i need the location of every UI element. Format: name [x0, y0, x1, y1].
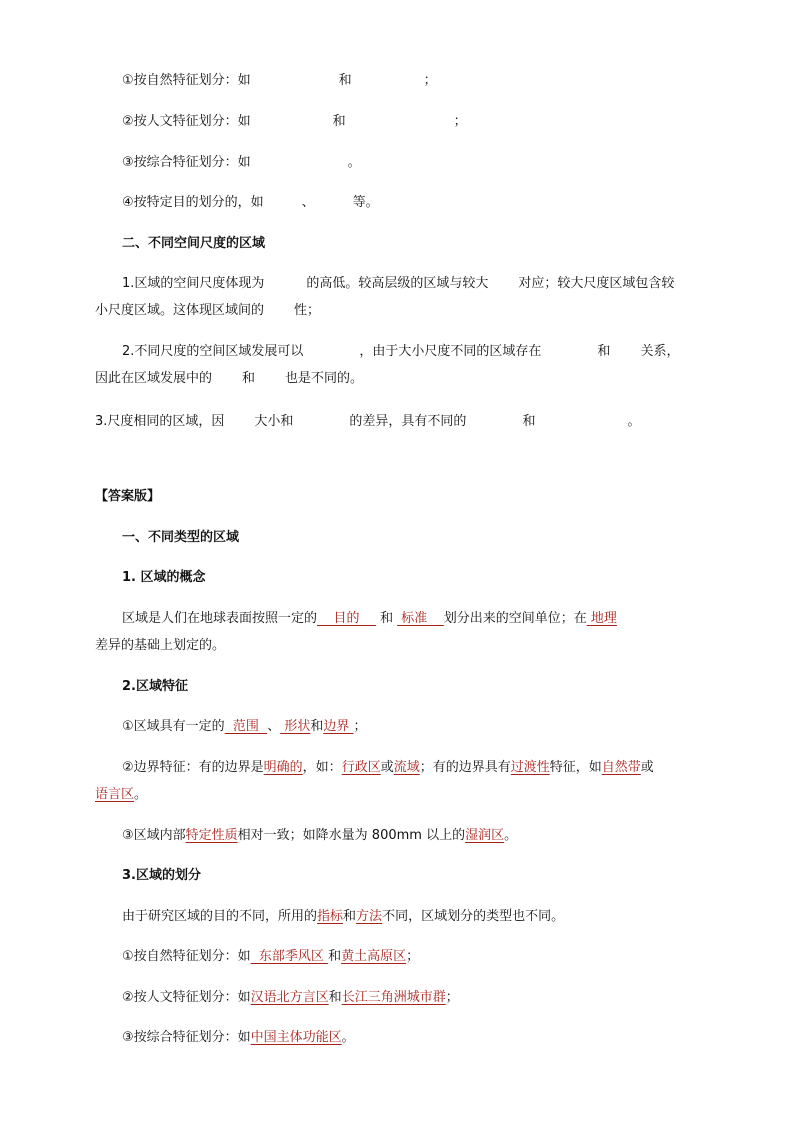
text: 和 [328, 949, 342, 964]
text: ； [445, 990, 459, 1005]
text: 小尺度区域。这体现区域间的 [95, 303, 265, 318]
text: 1.区域的空间尺度体现为 [122, 276, 265, 291]
answer-blank: 过渡性 [510, 760, 550, 775]
text: 或 [380, 760, 394, 775]
text: 关系， [640, 344, 680, 359]
subheading-features: 2.区域特征 [122, 679, 188, 694]
text: 和 [338, 73, 352, 88]
comprehensive-division-line [122, 153, 361, 173]
division-natural [122, 947, 419, 967]
text: ②边界特征：有的边界是 [122, 760, 264, 775]
text: ； [423, 73, 437, 88]
text: 特征，如 [549, 760, 602, 775]
answer-blank: 形状 [280, 719, 311, 734]
text: 和 [597, 344, 611, 359]
text: 相对一致；如降水量为 800mm 以上的 [237, 828, 466, 843]
concept-paragraph [122, 609, 617, 629]
text: 的高低。较高层级的区域与较大 [306, 276, 489, 291]
scale-paragraph-2-cont [95, 369, 363, 389]
answer-blank: 自然带 [601, 760, 641, 775]
answer-blank: 长江三角洲城市群 [341, 990, 446, 1005]
subheading-division: 3.区域的划分 [122, 868, 201, 883]
text: 等。 [352, 195, 379, 210]
text: 。 [627, 414, 641, 429]
text: 和 [310, 719, 324, 734]
answer-blank: 边界 [323, 719, 354, 734]
feature-line-2-cont [95, 785, 147, 805]
answer-blank: 东部季风区 [250, 949, 329, 964]
answer-blank: 汉语北方言区 [250, 990, 329, 1005]
feature-line-2 [122, 758, 654, 778]
answer-blank: 流域 [393, 760, 420, 775]
text: ④按特定目的划分的，如 [122, 195, 264, 210]
answer-blank: 中国主体功能区 [250, 1030, 342, 1045]
answer-blank: 范围 [224, 719, 268, 734]
text: ①按自然特征划分：如 [122, 949, 251, 964]
text: 区域是人们在地球表面按照一定的 [122, 611, 318, 626]
text: 也是不同的。 [285, 371, 364, 386]
answer-blank: 黄土高原区 [341, 949, 407, 964]
feature-line-3 [122, 826, 517, 846]
text: 大小和 [254, 414, 294, 429]
natural-division-line [122, 71, 437, 91]
scale-paragraph-1-cont [95, 301, 320, 321]
text: ①区域具有一定的 [122, 719, 225, 734]
scale-paragraph-1 [122, 274, 674, 294]
text: 。 [341, 1030, 355, 1045]
division-human [122, 988, 459, 1008]
text: 、 [267, 719, 281, 734]
text: 性； [294, 303, 321, 318]
text: 划分出来的空间单位；在 [443, 611, 587, 626]
text: 因此在区域发展中的 [95, 371, 213, 386]
answer-blank: 指标 [317, 909, 344, 924]
answer-blank: 目的 [317, 611, 377, 626]
text: ③按综合特征划分：如 [122, 155, 251, 170]
text: 和 [332, 114, 346, 129]
text: ③按综合特征划分：如 [122, 1030, 251, 1045]
text: ②按人文特征划分：如 [122, 990, 251, 1005]
answer-blank: 语言区 [95, 787, 135, 802]
text: ，由于大小尺度不同的区域存在 [359, 344, 542, 359]
human-division-line [122, 112, 467, 132]
section-heading-types: 一、不同类型的区域 [122, 530, 240, 545]
text: ； [453, 114, 467, 129]
text: ①按自然特征划分：如 [122, 73, 251, 88]
text: 和 [242, 371, 256, 386]
text: 和 [522, 414, 536, 429]
concept-paragraph-cont: 差异的基础上划定的。 [95, 638, 226, 653]
answer-blank: 标准 [397, 611, 444, 626]
text: 。 [347, 155, 361, 170]
answer-blank: 明确的 [263, 760, 303, 775]
answer-blank: 湿润区 [465, 828, 505, 843]
text: 和 [328, 990, 342, 1005]
answer-version-title: 【答案版】 [95, 489, 161, 504]
purpose-division-line [122, 193, 379, 213]
text: 。 [134, 787, 148, 802]
text: 对应；较大尺度区域包含较 [518, 276, 675, 291]
text: 2.不同尺度的空间区域发展可以 [122, 344, 304, 359]
division-comprehensive [122, 1028, 355, 1048]
scale-paragraph-2 [122, 342, 679, 362]
text: 或 [640, 760, 654, 775]
text: ②按人文特征划分：如 [122, 114, 251, 129]
text: ③区域内部 [122, 828, 186, 843]
feature-line-1 [122, 717, 367, 737]
scale-paragraph-3 [95, 412, 640, 432]
text: 的差异，具有不同的 [349, 414, 467, 429]
subheading-concept: 1. 区域的概念 [122, 570, 206, 585]
section-heading-scale: 二、不同空间尺度的区域 [122, 236, 266, 251]
text: 和 [343, 909, 357, 924]
division-intro [122, 907, 564, 927]
text: ；有的边界具有 [419, 760, 511, 775]
text: 。 [504, 828, 518, 843]
answer-blank: 行政区 [341, 760, 381, 775]
answer-blank: 方法 [356, 909, 383, 924]
text: 不同，区域划分的类型也不同。 [382, 909, 565, 924]
text: ，如： [302, 760, 342, 775]
text: 由于研究区域的目的不同，所用的 [122, 909, 318, 924]
answer-blank: 特定性质 [185, 828, 238, 843]
text: ； [353, 719, 367, 734]
text: 3.尺度相同的区域，因 [95, 414, 225, 429]
text: 和 [380, 611, 394, 626]
text: ； [406, 949, 420, 964]
text: 、 [301, 195, 315, 210]
answer-blank: 地理 [586, 611, 617, 626]
